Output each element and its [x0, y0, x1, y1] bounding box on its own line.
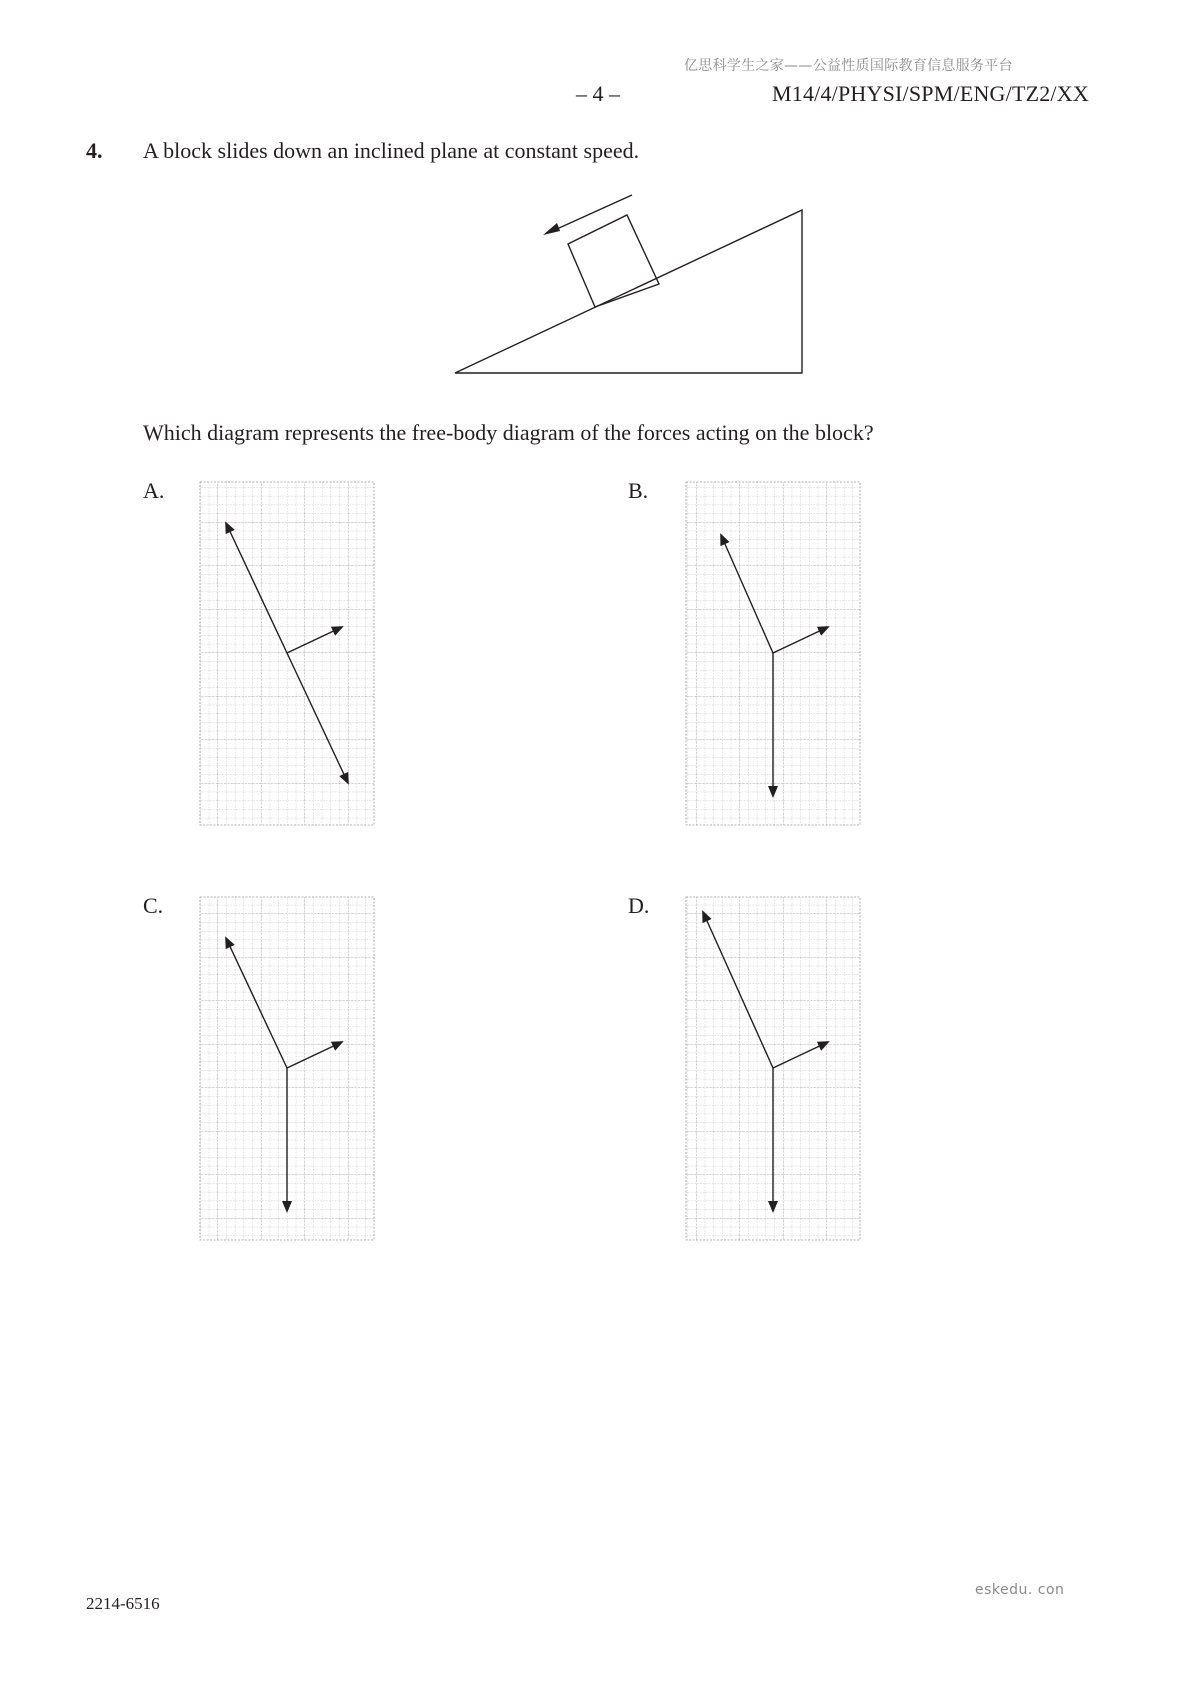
option-d-label[interactable]: D.: [628, 893, 650, 918]
question-prompt: Which diagram represents the free-body diagram of the forces acting on the block?: [143, 420, 874, 445]
option-a-force-up-right: [287, 627, 342, 653]
option-c-grid: [200, 897, 374, 1240]
option-a-grid: [200, 482, 374, 825]
option-b-force-up-right: [773, 627, 828, 653]
page-number: – 4 –: [576, 81, 620, 106]
watermark-text: 亿思科学生之家——公益性质国际教育信息服务平台: [684, 58, 1013, 74]
document-code: M14/4/PHYSI/SPM/ENG/TZ2/XX: [772, 81, 1089, 106]
option-b-force-up-left: [721, 535, 773, 653]
option-a-diagram: [200, 482, 374, 825]
block: [568, 215, 659, 307]
footer-code: 2214-6516: [86, 1594, 160, 1613]
option-d-force-up-right: [773, 1042, 828, 1068]
option-b-grid: [686, 482, 860, 825]
option-c-diagram: [200, 897, 374, 1240]
incline-triangle: [455, 210, 802, 373]
option-b-label[interactable]: B.: [628, 478, 649, 503]
footer-site: eskedu. con: [975, 1582, 1065, 1598]
option-d-diagram: [686, 897, 860, 1240]
option-d-grid: [686, 897, 860, 1240]
question-number: 4.: [86, 138, 103, 163]
motion-arrow-line: [548, 195, 632, 233]
option-b-diagram: [686, 482, 860, 825]
question-text: A block slides down an inclined plane at constant speed.: [143, 138, 640, 163]
option-a-label[interactable]: A.: [143, 478, 165, 503]
option-d-force-up-left: [703, 912, 773, 1068]
option-a-force-up-left: [226, 523, 287, 653]
option-a-force-down-right: [287, 653, 348, 783]
option-c-label[interactable]: C.: [143, 893, 164, 918]
motion-arrow-head: [543, 223, 560, 235]
option-c-force-up-right: [287, 1042, 342, 1068]
option-c-force-up-left: [226, 938, 287, 1068]
